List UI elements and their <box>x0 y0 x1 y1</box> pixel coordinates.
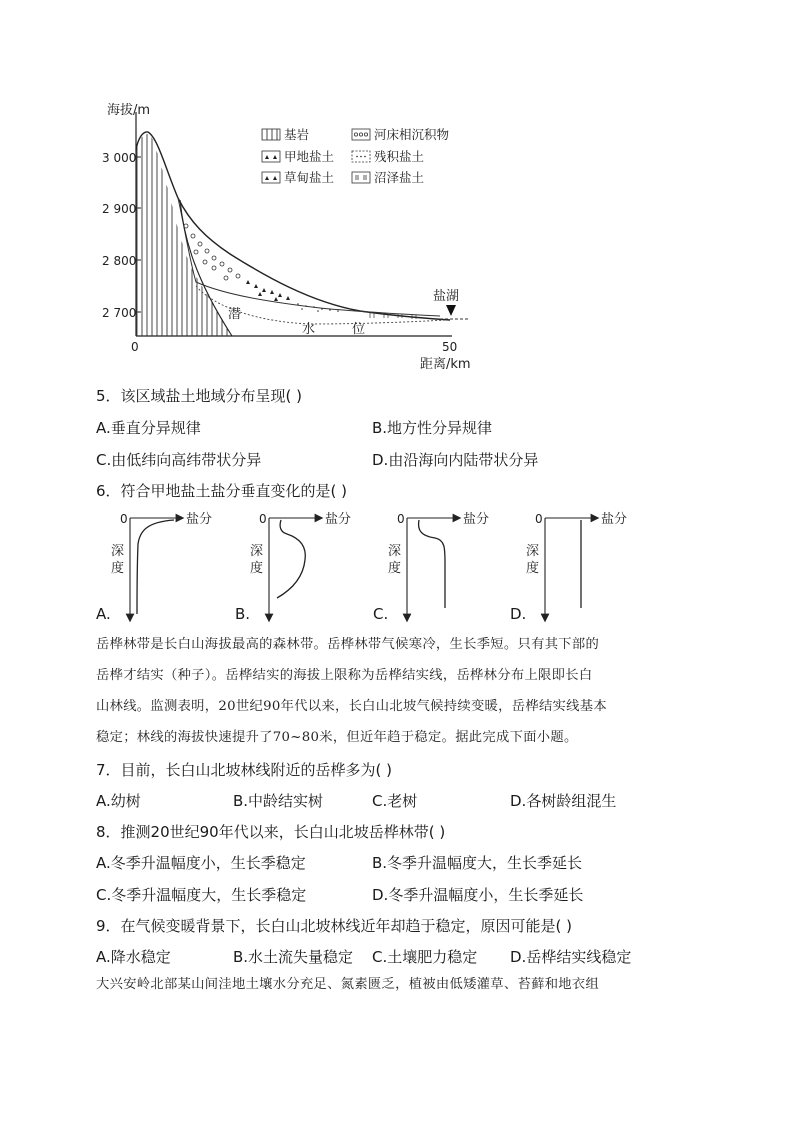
q6-chart-b <box>247 508 365 624</box>
jiadi-salt-soil-icon <box>262 151 280 162</box>
q6-stem: 6．符合甲地盐土盐分垂直变化的是( ) <box>96 482 348 500</box>
legend-label-jiadi: 甲地盐土 <box>284 149 335 164</box>
q6-chart-c <box>385 508 503 624</box>
q9-option-b[interactable]: B.水土流失量稳定 <box>233 948 354 966</box>
passage-line: 岳桦才结实（种子）。岳桦结实的海拔上限称为岳桦结实线，岳桦林分布上限即长白 <box>96 668 593 683</box>
q6-option-c[interactable]: C. <box>373 605 389 623</box>
q5-option-a[interactable]: A.垂直分异规律 <box>96 419 201 437</box>
q6-chart-c-y-label-1: 深 <box>388 544 402 559</box>
passage-line: 岳桦林带是长白山海拔最高的森林带。岳桦林带气候寒冷，生长季短。只有其下部的 <box>96 637 600 652</box>
q6-chart-c-zero: 0 <box>397 512 405 526</box>
q6-chart-d-y-label-1: 深 <box>526 544 540 559</box>
q8-option-b[interactable]: B.冬季升温幅度大，生长季延长 <box>372 854 583 872</box>
q6-chart-b-y-label-1: 深 <box>250 544 264 559</box>
legend-label-residual: 残积盐土 <box>374 149 425 164</box>
water-table-char-3: 位 <box>352 322 366 337</box>
q5-stem: 5．该区域盐土地域分布呈现( ) <box>96 387 303 405</box>
q9-stem: 9．在气候变暖背景下，长白山北坡林线近年却趋于稳定，原因可能是( ) <box>96 917 573 935</box>
q6-option-a[interactable]: A. <box>96 605 111 623</box>
q6-chart-a-curve <box>137 520 174 614</box>
q7-option-a[interactable]: A.幼树 <box>96 792 141 810</box>
swamp-salt-soil-icon <box>352 172 370 183</box>
q6-chart-d <box>523 508 641 624</box>
salt-lake-triangle-icon <box>446 305 456 316</box>
q9-option-a[interactable]: A.降水稳定 <box>96 948 171 966</box>
q6-chart-a-y-label-1: 深 <box>111 544 125 559</box>
q5-option-d[interactable]: D.由沿海向内陆带状分异 <box>372 451 539 469</box>
passage-yuehua-forest <box>96 629 692 753</box>
meadow-salt-soil-icon <box>262 172 280 183</box>
q7-option-d[interactable]: D.各树龄组混生 <box>510 792 617 810</box>
y-tick-2900: 2 900 <box>102 202 137 216</box>
sediment-boundary-line <box>178 198 440 316</box>
q9-option-d[interactable]: D.岳桦结实线稳定 <box>510 948 632 966</box>
passage-line: 稳定；林线的海拔快速提升了70~80米，但近年趋于稳定。据此完成下面小题。 <box>96 730 578 745</box>
q9-option-c[interactable]: C.土壤肥力稳定 <box>372 948 478 966</box>
q6-chart-c-curve <box>419 520 445 608</box>
riverbed-sediment-icon <box>352 129 370 140</box>
q8-stem: 8．推测20世纪90年代以来，长白山北坡岳桦林带( ) <box>96 823 446 841</box>
q6-chart-d-x-label: 盐分 <box>601 512 628 527</box>
q6-chart-c-y-label-2: 度 <box>388 561 402 576</box>
salt-soil-profile-diagram <box>100 95 490 375</box>
q6-chart-b-x-label: 盐分 <box>325 512 352 527</box>
legend-label-riverbed: 河床相沉积物 <box>374 127 450 142</box>
y-tick-2700: 2 700 <box>102 306 137 320</box>
q7-stem: 7．目前，长白山北坡林线附近的岳桦多为( ) <box>96 761 393 779</box>
residual-salt-soil-icon <box>352 151 370 162</box>
bedrock-region <box>136 134 232 336</box>
q6-chart-d-zero: 0 <box>535 512 543 526</box>
y-axis-label: 海拔/m <box>107 103 151 118</box>
x-tick-50: 50 <box>442 340 458 354</box>
q5-option-b[interactable]: B.地方性分异规律 <box>372 419 493 437</box>
passage-daxinganling <box>96 969 692 1000</box>
y-tick-2800: 2 800 <box>102 254 137 268</box>
q8-option-d[interactable]: D.冬季升温幅度小，生长季延长 <box>372 886 584 904</box>
water-table-char-1: 潜 <box>228 307 242 322</box>
q6-chart-b-curve <box>277 520 305 598</box>
q7-option-c[interactable]: C.老树 <box>372 792 418 810</box>
q6-chart-b-y-label-2: 度 <box>250 561 264 576</box>
q6-chart-b-zero: 0 <box>259 512 267 526</box>
diagram-legend <box>262 127 450 185</box>
q6-chart-a-x-label: 盐分 <box>186 512 213 527</box>
legend-label-meadow: 草甸盐土 <box>284 170 335 185</box>
legend-label-bedrock: 基岩 <box>284 127 310 142</box>
q6-chart-a <box>108 508 226 624</box>
legend-label-swamp: 沼泽盐土 <box>374 170 425 185</box>
bedrock-icon <box>262 129 280 140</box>
q6-option-d[interactable]: D. <box>510 605 527 623</box>
passage-line: 大兴安岭北部某山间洼地土壤水分充足、氮素匮乏，植被由低矮灌草、苔藓和地衣组 <box>96 977 600 992</box>
passage-line: 山林线。监测表明，20世纪90年代以来，长白山北坡气候持续变暖，岳桦结实线基本 <box>96 699 607 714</box>
q8-option-a[interactable]: A.冬季升温幅度小，生长季稳定 <box>96 854 306 872</box>
q6-chart-c-x-label: 盐分 <box>463 512 490 527</box>
q5-option-c[interactable]: C.由低纬向高纬带状分异 <box>96 451 262 469</box>
q6-chart-a-zero: 0 <box>120 512 128 526</box>
x-tick-0: 0 <box>131 340 139 354</box>
y-tick-3000: 3 000 <box>102 151 137 165</box>
x-axis-label: 距离/km <box>420 357 471 372</box>
q6-option-b[interactable]: B. <box>235 605 251 623</box>
salt-lake-label: 盐湖 <box>433 289 460 304</box>
q7-option-b[interactable]: B.中龄结实树 <box>233 792 324 810</box>
q8-option-c[interactable]: C.冬季升温幅度大，生长季稳定 <box>96 886 307 904</box>
q6-chart-d-y-label-2: 度 <box>526 561 540 576</box>
water-table-char-2: 水 <box>302 322 316 337</box>
q6-chart-a-y-label-2: 度 <box>111 561 125 576</box>
